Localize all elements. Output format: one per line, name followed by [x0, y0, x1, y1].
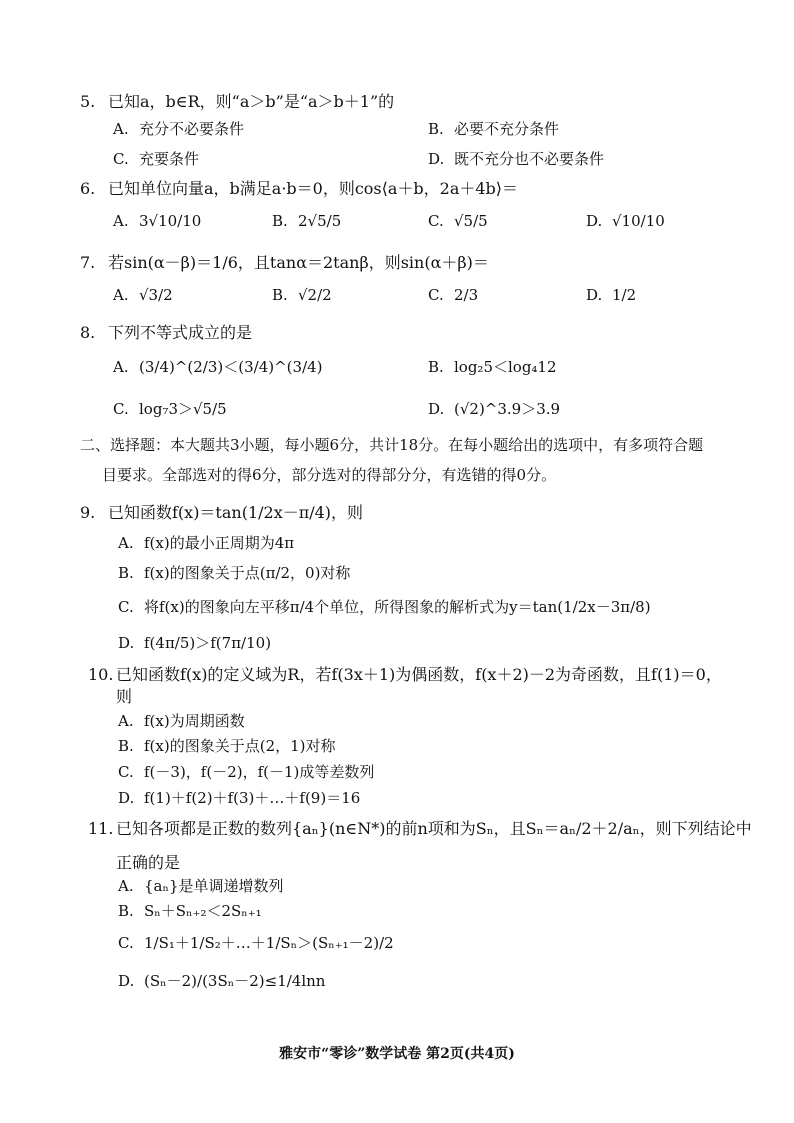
question-6 — [80, 176, 518, 199]
question-stem: 已知函数f(x)＝tan(1/2x－π/4)，则 — [108, 503, 364, 522]
question-5 — [80, 89, 394, 112]
option-label: C. — [428, 212, 444, 230]
question-number: 9. — [80, 503, 96, 522]
option-d — [428, 398, 560, 419]
option-label: D. — [118, 634, 135, 652]
question-11-stem-cont — [116, 850, 180, 873]
question-10-stem-cont — [116, 684, 132, 707]
option-a — [113, 212, 201, 230]
option-label: B. — [428, 120, 444, 138]
question-number: 8. — [80, 323, 96, 342]
option-a — [113, 356, 323, 377]
question-11 — [88, 816, 752, 839]
option-text: 充要条件 — [139, 150, 200, 168]
option-d — [428, 148, 604, 169]
option-a — [118, 532, 294, 553]
option-text: f(4π/5)＞f(7π/10) — [144, 634, 272, 652]
question-stem: 则 — [116, 687, 133, 706]
question-stem: 正确的是 — [116, 853, 181, 872]
option-text: √2/2 — [298, 286, 332, 304]
option-label: A. — [118, 712, 134, 730]
question-stem: 已知a，b∈R，则“a＞b”是“a＞b＋1”的 — [108, 92, 395, 111]
option-label: D. — [586, 286, 603, 304]
option-text: 既不充分也不必要条件 — [454, 150, 605, 168]
option-d — [118, 632, 271, 653]
question-stem: 已知各项都是正数的数列{aₙ}(n∈N*)的前n项和为Sₙ，且Sₙ＝aₙ/2＋2/aₙ，则下列结论中 — [116, 819, 752, 838]
option-text: {aₙ}是单调递增数列 — [144, 877, 284, 895]
option-text: 2√5/5 — [298, 212, 342, 230]
option-d — [586, 286, 636, 304]
option-text: f(x)的最小正周期为4π — [144, 534, 295, 552]
question-number: 7. — [80, 253, 96, 272]
option-label: C. — [118, 598, 134, 616]
option-b — [272, 212, 341, 230]
option-label: A. — [118, 877, 134, 895]
option-text: Sₙ＋Sₙ₊₂＜2Sₙ₊₁ — [144, 902, 262, 920]
option-b — [272, 286, 332, 304]
option-text: f(－3)，f(－2)，f(－1)成等差数列 — [144, 763, 375, 781]
question-stem: 下列不等式成立的是 — [108, 323, 253, 342]
option-text: 将f(x)的图象向左平移π/4个单位，所得图象的解析式为y＝tan(1/2x－3π/8) — [144, 598, 651, 616]
option-a — [118, 875, 284, 896]
option-label: B. — [428, 358, 444, 376]
question-stem: 已知函数f(x)的定义域为R，若f(3x＋1)为偶函数，f(x＋2)－2为奇函数，且f(1)＝0， — [116, 665, 722, 684]
option-text: 充分不必要条件 — [139, 120, 245, 138]
option-c — [428, 212, 488, 230]
question-number: 10. — [88, 665, 114, 684]
option-a — [118, 710, 245, 731]
option-text: 必要不充分条件 — [454, 120, 560, 138]
option-label: A. — [118, 534, 134, 552]
option-label: D. — [428, 150, 445, 168]
option-c — [118, 932, 394, 953]
option-text: f(1)＋f(2)＋f(3)＋…＋f(9)＝16 — [144, 789, 361, 807]
question-stem: 已知单位向量a，b满足a·b＝0，则cos⟨a＋b，2a＋4b⟩＝ — [108, 179, 519, 198]
question-10 — [88, 662, 722, 685]
option-label: B. — [118, 737, 134, 755]
option-b — [428, 356, 557, 377]
option-label: C. — [113, 400, 129, 418]
option-text: (3/4)^(2/3)＜(3/4)^(3/4) — [139, 358, 323, 376]
question-8 — [80, 320, 252, 343]
option-label: C. — [428, 286, 444, 304]
option-text: log₂5＜log₄12 — [454, 358, 557, 376]
option-d — [586, 212, 665, 230]
option-label: D. — [586, 212, 603, 230]
section-2-instructions — [80, 430, 730, 490]
option-text: √5/5 — [454, 212, 488, 230]
option-text: √3/2 — [139, 286, 173, 304]
option-text: 2/3 — [454, 286, 479, 304]
option-a — [113, 286, 173, 304]
question-number: 5. — [80, 92, 96, 111]
option-label: B. — [118, 564, 134, 582]
option-label: B. — [272, 212, 288, 230]
option-b — [118, 562, 350, 583]
question-stem: 若sin(α－β)＝1/6，且tanα＝2tanβ，则sin(α＋β)＝ — [108, 253, 489, 272]
option-c — [113, 148, 199, 169]
option-label: A. — [113, 358, 129, 376]
option-d — [118, 787, 360, 808]
question-number: 6. — [80, 179, 96, 198]
question-9 — [80, 500, 363, 523]
option-c — [118, 761, 374, 782]
option-text: 1/S₁＋1/S₂＋…＋1/Sₙ＞(Sₙ₊₁－2)/2 — [144, 934, 394, 952]
option-text: f(x)为周期函数 — [144, 712, 245, 730]
section-2-line-2: 目要求。全部选对的得6分，部分选对的得部分分，有选错的得0分。 — [102, 466, 557, 484]
option-text: f(x)的图象关于点(2，1)对称 — [144, 737, 336, 755]
option-text: 3√10/10 — [139, 212, 202, 230]
option-label: D. — [118, 789, 135, 807]
option-label: B. — [272, 286, 288, 304]
option-b — [118, 900, 262, 921]
option-label: C. — [113, 150, 129, 168]
option-text: (Sₙ－2)/(3Sₙ－2)≤1/4lnn — [144, 972, 326, 990]
option-label: C. — [118, 934, 134, 952]
option-text: 1/2 — [612, 286, 637, 304]
option-a — [113, 118, 244, 139]
option-b — [428, 118, 559, 139]
question-number: 11. — [88, 819, 114, 838]
option-label: A. — [113, 120, 129, 138]
option-b — [118, 735, 336, 756]
option-label: A. — [113, 212, 129, 230]
page-footer: 雅安市“零诊”数学试卷 第2页(共4页) — [279, 1046, 515, 1062]
option-label: A. — [113, 286, 129, 304]
option-text: log₇3＞√5/5 — [139, 400, 227, 418]
question-7 — [80, 250, 489, 273]
option-text: √10/10 — [612, 212, 665, 230]
option-c — [118, 596, 651, 617]
section-2-line-1: 二、选择题：本大题共3小题，每小题6分，共计18分。在每小题给出的选项中，有多项符合题 — [80, 436, 704, 454]
option-label: B. — [118, 902, 134, 920]
option-label: C. — [118, 763, 134, 781]
option-text: f(x)的图象关于点(π/2，0)对称 — [144, 564, 351, 582]
option-text: (√2)^3.9＞3.9 — [454, 400, 561, 418]
option-c — [428, 286, 478, 304]
option-label: D. — [428, 400, 445, 418]
option-d — [118, 970, 325, 991]
option-label: D. — [118, 972, 135, 990]
option-c — [113, 398, 227, 419]
